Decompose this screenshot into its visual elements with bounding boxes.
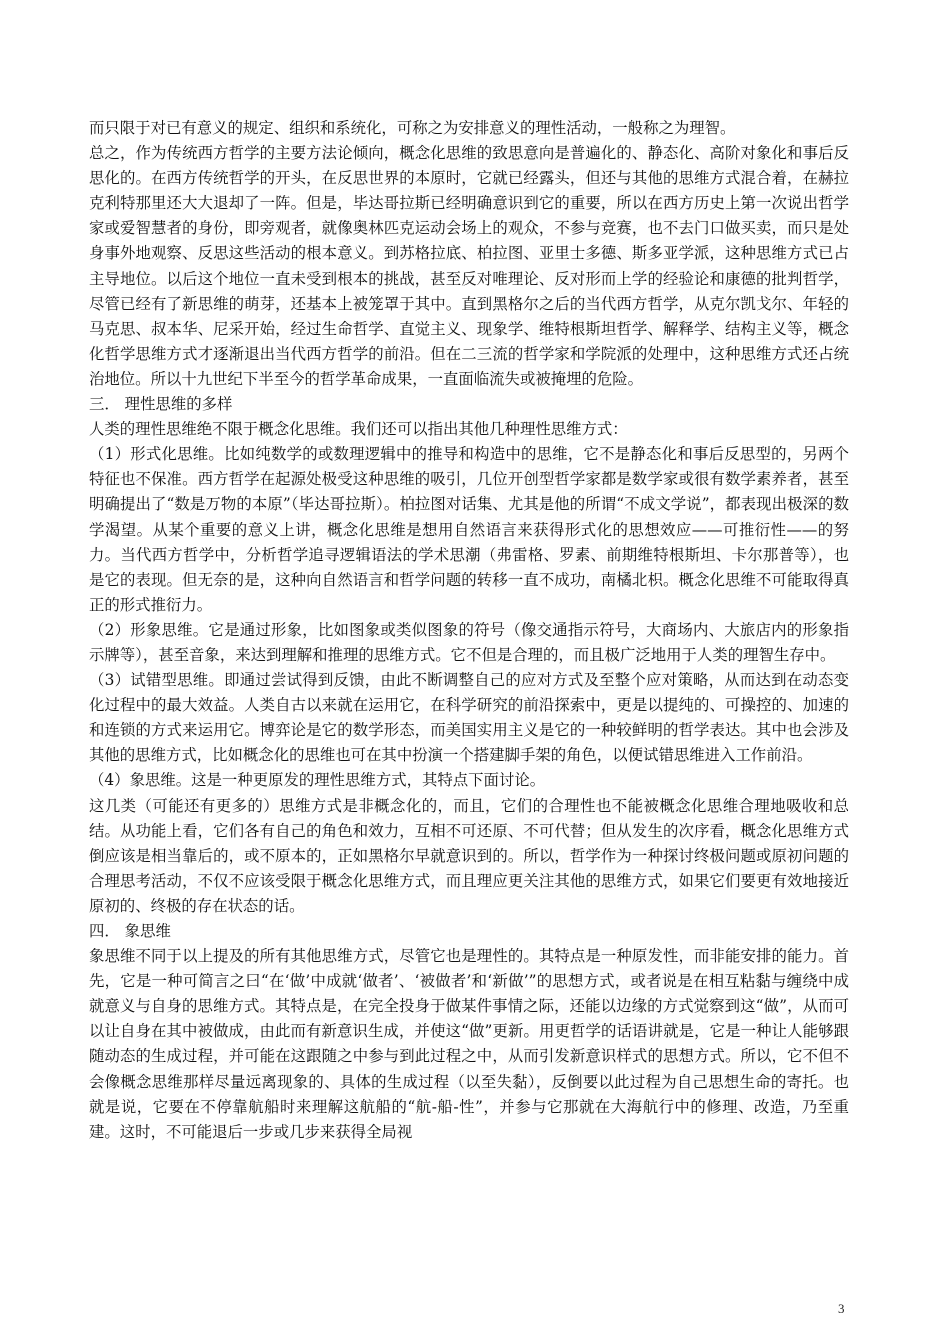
page-number: 3 [838, 1301, 845, 1316]
section-heading-3: 三． 理性思维的多样 [89, 395, 233, 414]
document-body [89, 116, 849, 1145]
paragraph-continuation: 而只限于对已有意义的规定、组织和系统化，可称之为安排意义的理性活动，一般称之为理智。 [89, 119, 736, 137]
paragraph-formal-thinking: （1）形式化思维。比如纯数学的或数理逻辑中的推导和构造中的思维，它不是静态化和事后反思型的，另两个特征也不保准。西方哲学在起源处极受这种思维的吸引，几位开创型哲学家都是数学家或很有数学素养者，甚至明确提出了“数是万物的本原”（毕达哥拉斯）。柏拉图对话集、尤其是他的所谓“不成文学说”，都表现出极深的数学渴望。从某个重要的意义上讲，概念化思维是想用自然语言来获得形式化的思想效应——可推衍性——的努力。当代西方哲学中，分析哲学追寻逻辑语法的学术思潮（弗雷格、罗素、前期维特根斯坦、卡尔那普等），也是它的表现。但无奈的是，这种向自然语言和哲学问题的转移一直不成功，南橘北枳。概念化思维不可能取得真正的形式推衍力。 [89, 445, 849, 614]
paragraph-intro-rational-thinking: 人类的理性思维绝不限于概念化思维。我们还可以指出其他几种理性思维方式： [89, 420, 628, 439]
paragraph-xiang-thinking: 象思维不同于以上提及的所有其他思维方式，尽管它也是理性的。其特点是一种原发性，而非能安排的能力。首先，它是一种可简言之曰“在‘做’中成就‘做者’、‘被做者’和‘新做’”的思想方式，或者说是在相互粘黏与缠绕中成就意义与自身的思维方式。其特点是，在完全投身于做某件事情之际，还能以边缘的方式觉察到这“做”，从而可以让自身在其中被做成，由此而有新意识生成，并使这“做”更新。用更哲学的话语讲就是，它是一种让人能够跟随动态的生成过程，并可能在这跟随之中参与到此过程之中，从而引发新意识样式的思想方式。所以，它不但不会像概念思维那样尽量远离现象的、具体的生成过程（以至失黏），反倒要以此过程为自己思想生命的寄托。也就是说，它要在不停靠航船时来理解这航船的“航-船-性”，并参与它那就在大海航行中的修理、改造，乃至重建。这时，不可能退后一步或几步来获得全局视 [89, 947, 849, 1141]
section-heading-4: 四． 象思维 [89, 922, 171, 940]
paragraph-non-conceptual-summary: 这几类（可能还有更多的）思维方式是非概念化的，而且，它们的合理性也不能被概念化思维合理地吸收和总结。从功能上看，它们各有自己的角色和效力，互相不可还原、不可代替；但从发生的次序看，概念化思维方式倒应该是相当靠后的，或不原本的，正如黑格尔早就意识到的。所以，哲学作为一种探讨终极问题或原初问题的合理思考活动，不仅不应该受限于概念化思维方式，而且理应更关注其他的思维方式，如果它们要更有效地接近原初的、终极的存在状态的话。 [89, 796, 849, 915]
paragraph-conclusion-conceptual-thinking: 总之，作为传统西方哲学的主要方法论倾向，概念化思维的致思意向是普遍化的、静态化、高阶对象化和事后反思化的。在西方传统哲学的开头，在反思世界的本原时，它就已经露头，但还与其他的思维方式混合着，在赫拉克利特那里还大大退却了一阵。但是，毕达哥拉斯已经明确意识到它的重要，所以在西方历史上第一次说出哲学家或爱智慧者的身份，即旁观者，就像奥林匹克运动会场上的观众，不参与竞赛，也不去门口做买卖，而只是处身事外地观察、反思这些活动的根本意义。到苏格拉底、柏拉图、亚里士多德、斯多亚学派，这种思维方式已占主导地位。以后这个地位一直未受到根本的挑战，甚至反对唯理论、反对形而上学的经验论和康德的批判哲学，尽管已经有了新思维的萌芽，还基本上被笼罩于其中。直到黑格尔之后的当代西方哲学，从克尔凯戈尔、年轻的马克思、叔本华、尼采开始，经过生命哲学、直觉主义、现象学、维特根斯坦哲学、解释学、结构主义等，概念化哲学思维方式才逐渐退出当代西方哲学的前沿。但在二三流的哲学家和学院派的处理中，这种思维方式还占统治地位。所以十九世纪下半至今的哲学革命成果，一直面临流失或被掩埋的危险。 [89, 144, 849, 388]
paragraph-trial-error-thinking: （3）试错型思维。即通过尝试得到反馈，由此不断调整自己的应对方式及至整个应对策略，从而达到在动态变化过程中的最大效益。人类自古以来就在运用它，在科学研究的前沿探索中，更是以提纯的、可操控的、加速的和连锁的方式来运用它。博弈论是它的数学形态，而美国实用主义是它的一种较鲜明的哲学表达。其中也会涉及其他的思维方式，比如概念化的思维也可在其中扮演一个搭建脚手架的角色，以便试错思维进入工作前沿。 [89, 671, 849, 765]
paragraph-xiang-thinking-item: （4）象思维。这是一种更原发的理性思维方式，其特点下面讨论。 [89, 771, 546, 790]
paragraph-image-thinking: （2）形象思维。它是通过形象，比如图象或类似图象的符号（像交通指示符号，大商场内、大旅店内的形象指示牌等），甚至音象，来达到理解和推理的思维方式。它不但是合理的，而且极广泛地用于人类的理智生存中。 [89, 620, 849, 664]
